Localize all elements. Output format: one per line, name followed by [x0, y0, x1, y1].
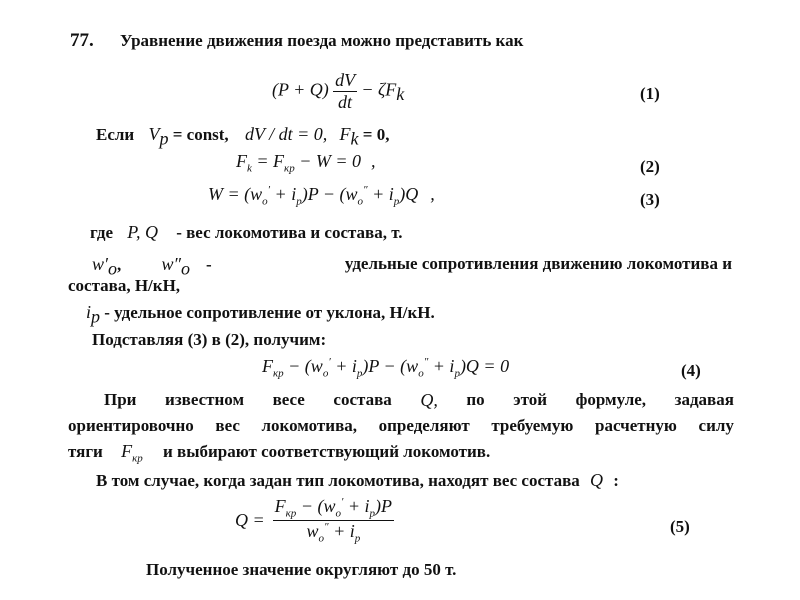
- para-line3: [68, 441, 490, 465]
- resist-line1-rest: удельные сопротивления движению локомотива и: [344, 254, 732, 273]
- eq4-p1: − (w: [283, 356, 323, 376]
- para-l2-w1: вес: [215, 416, 240, 435]
- case-suffix: :: [613, 471, 619, 490]
- where-rest: - вес локомотива и состава, т.: [176, 223, 403, 242]
- eq5-den-a-sub: o: [318, 532, 324, 545]
- eq3-sub1: o: [262, 195, 268, 208]
- cond3-rest: = 0,: [358, 125, 390, 144]
- eq5-label: (5): [670, 517, 690, 536]
- cond1-var: V: [148, 124, 160, 144]
- eq1-label: (1): [640, 84, 660, 103]
- eq3-sup1: ′: [267, 184, 271, 196]
- resist-var1: w′: [92, 254, 108, 274]
- eq1-right-sub: k: [396, 83, 405, 104]
- para-l1-w4: Q,: [420, 390, 438, 410]
- para-l1-w2: весе: [272, 390, 305, 409]
- resist-var2: w″: [161, 254, 181, 274]
- resist-var2-suffix: -: [205, 255, 212, 274]
- cond1-sub: p: [159, 128, 169, 149]
- eq5-numerator: [273, 496, 394, 521]
- para-l2-w0: ориентировочно: [68, 416, 194, 435]
- eq4-p4: + i: [428, 356, 455, 376]
- para-line1: [104, 390, 734, 411]
- resist-line1: [92, 254, 732, 279]
- eq4-sub3: o: [418, 367, 424, 380]
- eq4-p3: )P − (w: [362, 356, 419, 376]
- para-l2-w4: требуемую: [491, 416, 574, 435]
- eq4-sup3: ″: [423, 356, 429, 368]
- eq2-rest: − W = 0: [294, 151, 361, 171]
- eq3-p3: + i: [367, 184, 394, 204]
- resist-var1-sub: o: [107, 258, 117, 279]
- para-l2-w5: расчетную: [594, 416, 677, 435]
- eq3-sup3: ″: [363, 184, 368, 196]
- eq5-num-b-sub: o: [335, 507, 341, 520]
- para-l3-var-letter: F: [121, 441, 133, 461]
- eq5-lhs: Q =: [235, 509, 265, 530]
- equation-4: [262, 356, 509, 380]
- eq1-right: − ζF: [361, 79, 397, 100]
- para-l2-w6: силу: [698, 416, 734, 435]
- eq5-num-a-sub: кр: [285, 507, 297, 520]
- heading-text: Уравнение движения поезда можно представить как: [120, 31, 524, 50]
- slope-var: i: [86, 302, 92, 322]
- para-l2-w3: определяют: [378, 416, 470, 435]
- eq3-suffix: ,: [430, 184, 435, 204]
- case-var: Q: [590, 470, 604, 490]
- eq5-den-a: w: [306, 520, 319, 541]
- eq5-num-c-sub: p: [369, 507, 376, 520]
- eq2-lhs: F: [236, 151, 247, 171]
- eq5-den-b-sub: p: [354, 532, 361, 545]
- problem-number: 77.: [70, 30, 94, 51]
- eq4-label: (4): [681, 361, 701, 380]
- cond3-var: F: [339, 124, 351, 144]
- equation-5: [235, 496, 394, 544]
- eq2-label: (2): [640, 157, 660, 176]
- eq4-p5: )Q = 0: [459, 356, 510, 376]
- eq2-mid: = F: [251, 151, 285, 171]
- if-word: Если: [96, 125, 135, 144]
- para-l3-start: тяги: [68, 442, 103, 461]
- eq5-num-a: F: [274, 496, 286, 516]
- para-l3-var-sub: кр: [132, 452, 143, 465]
- slope-line: [86, 302, 435, 327]
- para-l1-w1: известном: [165, 390, 245, 409]
- eq3-lhs: W = (w: [208, 184, 263, 204]
- para-line2: [68, 416, 734, 436]
- para-l1-w0: При: [104, 390, 137, 409]
- where-line: [90, 222, 403, 243]
- eq4-sub1: o: [322, 367, 329, 380]
- eq5-num-b-sup: ′: [340, 496, 344, 508]
- final-line: Полученное значение округляют до 50 т.: [146, 560, 457, 579]
- eq3-sub2: p: [296, 195, 302, 208]
- eq5-num-c: + i: [343, 496, 370, 516]
- slope-var-sub: p: [91, 306, 101, 327]
- case-line: [96, 470, 619, 491]
- subst-line: Подставляя (3) в (2), получим:: [92, 330, 327, 349]
- if-line: [96, 124, 389, 149]
- para-l1-w8: задавая: [674, 390, 734, 409]
- eq1-fraction: [333, 70, 357, 113]
- where-word: где: [90, 223, 114, 242]
- eq4-lhs: F: [262, 356, 273, 376]
- equation-1: [272, 70, 404, 113]
- para-l3-var: [121, 441, 143, 465]
- para-l2-w2: локомотива,: [261, 416, 358, 435]
- eq1-denominator: dt: [338, 92, 353, 112]
- resist-var2-sub: o: [180, 258, 190, 279]
- eq4-sub4: p: [454, 367, 460, 380]
- eq2-mid-sub: кр: [284, 162, 295, 175]
- eq4-p2: + i: [330, 356, 357, 376]
- para-l1-w6: этой: [513, 390, 548, 409]
- eq1-left: (P + Q): [272, 79, 329, 100]
- eq5-num-d: )P: [375, 496, 393, 516]
- equation-3: [208, 184, 435, 208]
- case-text: В том случае, когда задан тип локомотива, находят вес состава: [96, 471, 580, 490]
- cond3-sub: k: [350, 128, 359, 149]
- para-l1-w5: по: [466, 390, 485, 409]
- equation-2: [236, 151, 376, 175]
- eq4-lhs-sub: кр: [273, 367, 284, 380]
- eq3-p1: + i: [270, 184, 297, 204]
- eq3-p2: )P − (w: [301, 184, 358, 204]
- para-l1-w7: формуле,: [575, 390, 647, 409]
- where-vars: P, Q: [127, 222, 158, 242]
- eq3-sub3: o: [357, 195, 364, 208]
- para-l1-w3: состава: [333, 390, 392, 409]
- eq5-num-b: − (w: [296, 496, 336, 516]
- eq2-lhs-sub: k: [247, 162, 252, 175]
- eq5-den-b: + i: [328, 520, 355, 541]
- cond2: dV / dt = 0,: [244, 124, 328, 144]
- eq4-sup1: ′: [328, 356, 331, 368]
- eq5-denominator: [273, 521, 394, 545]
- cond1-rest: = const,: [168, 125, 229, 144]
- slope-rest: - удельное сопротивление от уклона, Н/кН.: [104, 303, 435, 322]
- eq4-sub2: p: [356, 367, 363, 380]
- resist-line2: состава, Н/кН,: [68, 276, 181, 295]
- eq3-label: (3): [640, 190, 660, 209]
- eq3-sub4: p: [393, 195, 400, 208]
- eq1-numerator: dV: [335, 70, 356, 90]
- para-l3-rest: и выбирают соответствующий локомотив.: [163, 442, 491, 461]
- resist-var1-suffix: ,: [116, 255, 122, 274]
- eq5-fraction: [273, 496, 394, 544]
- eq5-den-a-sup: ″: [323, 520, 329, 533]
- eq3-p4: )Q: [399, 184, 419, 204]
- eq2-suffix: ,: [371, 151, 376, 171]
